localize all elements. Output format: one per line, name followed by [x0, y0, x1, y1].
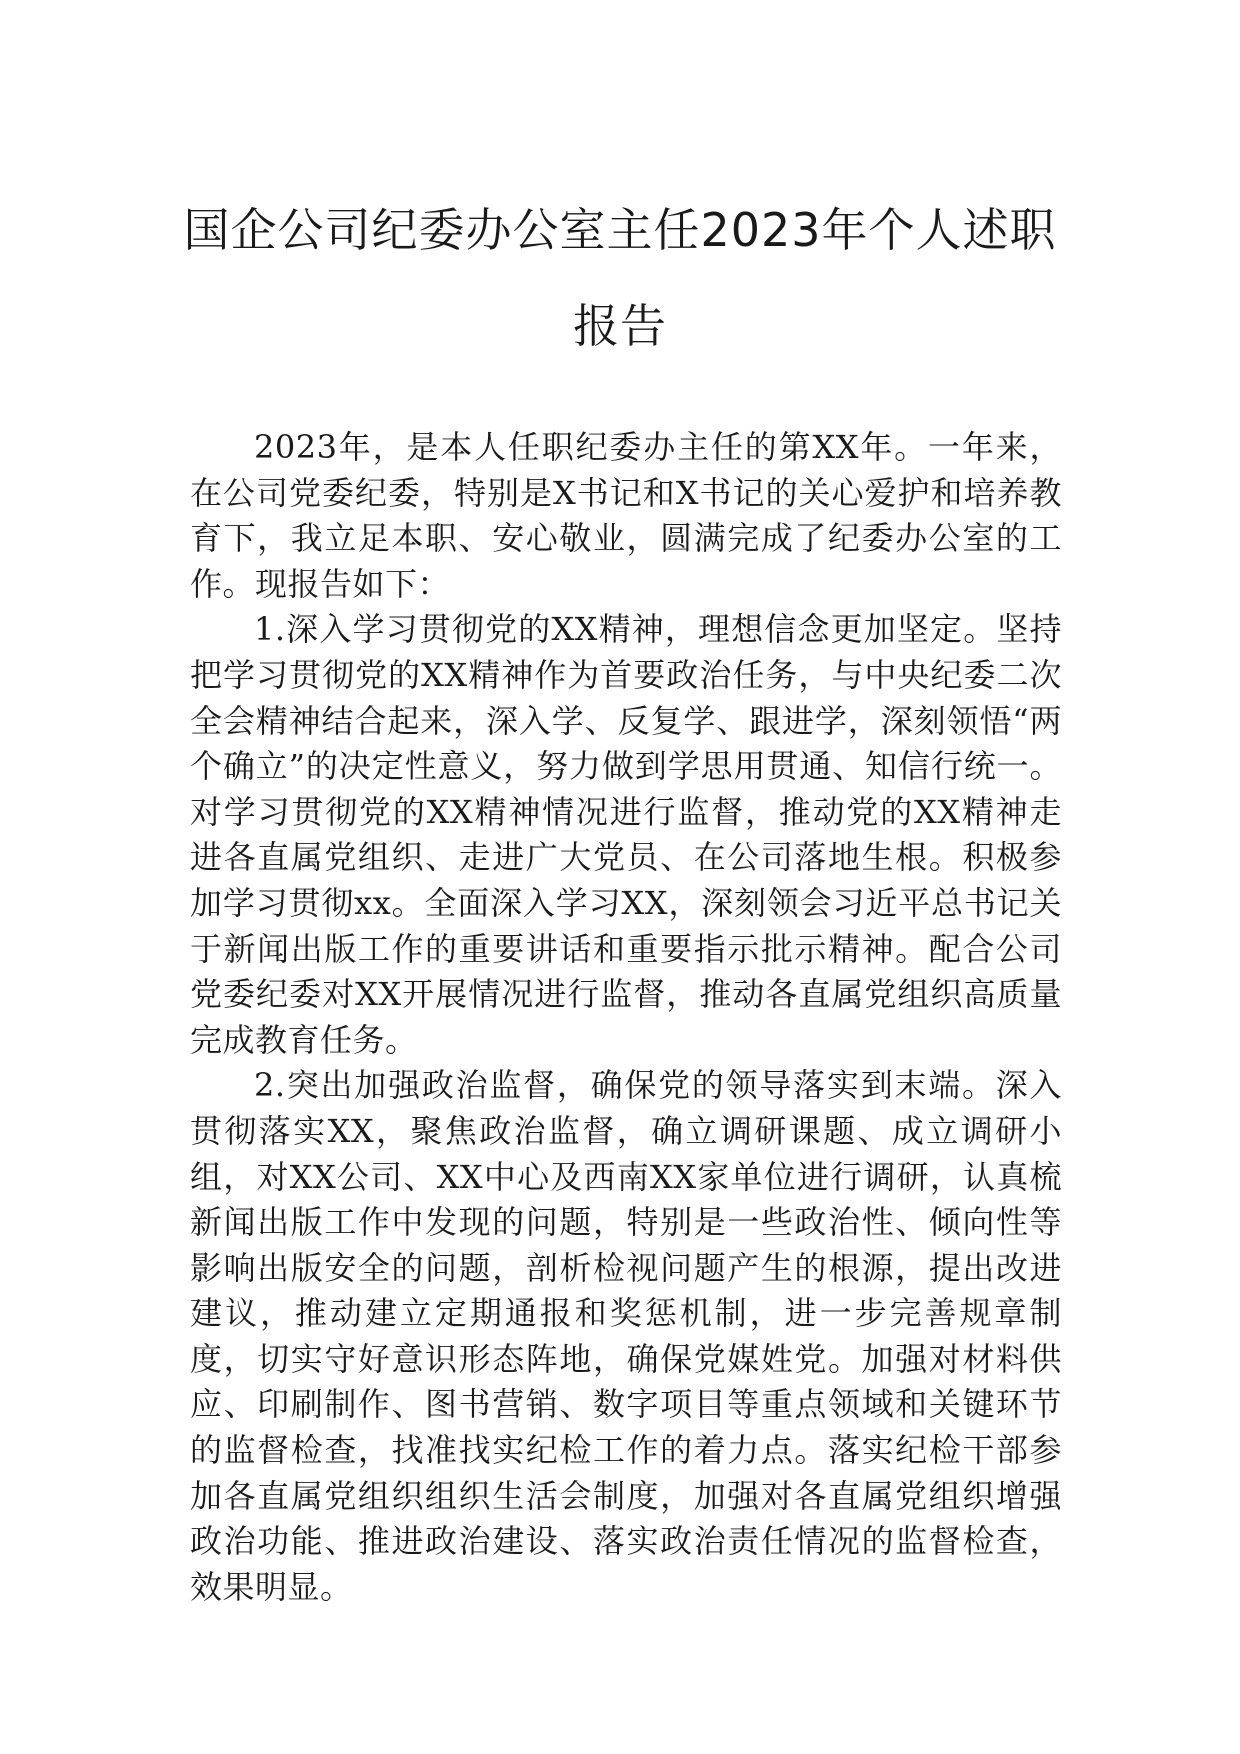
paragraph-intro: 2023年，是本人任职纪委办主任的第XX年。一年来，在公司党委纪委，特别是X书记和X书记的关心爱护和培养教育下，我立足本职、安心敬业，圆满完成了纪委办公室的工作。现报告如下： [190, 428, 1062, 603]
title-line-1: 国企公司纪委办公室主任2023年个人述职 [183, 203, 1057, 257]
title-line-2: 报告 [573, 299, 667, 353]
document-title [170, 182, 1070, 374]
paragraph-section-1: 1.深入学习贯彻党的XX精神，理想信念更加坚定。坚持把学习贯彻党的XX精神作为首要政治任务，与中央纪委二次全会精神结合起来，深入学、反复学、跟进学，深刻领悟“两个确立”的决定性意义，努力做到学思用贯通、知信行统一。对学习贯彻党的XX精神情况进行监督，推动党的XX精神走进各直属党组织、走进广大党员、在公司落地生根。积极参加学习贯彻xx。全面深入学习XX，深刻领会习近平总书记关于新闻出版工作的重要讲话和重要指示批示精神。配合公司党委纪委对XX开展情况进行监督，推动各直属党组织高质量完成教育任务。 [190, 610, 1062, 1059]
document-body [190, 425, 1062, 1610]
paragraph-section-2: 2.突出加强政治监督，确保党的领导落实到末端。深入贯彻落实XX，聚焦政治监督，确立调研课题、成立调研小组，对XX公司、XX中心及西南XX家单位进行调研，认真梳新闻出版工作中发现的问题，特别是一些政治性、倾向性等影响出版安全的问题，剖析检视问题产生的根源，提出改进建议，推动建立定期通报和奖惩机制，进一步完善规章制度，切实守好意识形态阵地，确保党媒姓党。加强对材料供应、印刷制作、图书营销、数字项目等重点领域和关键环节的监督检查，找准找实纪检工作的着力点。落实纪检干部参加各直属党组织组织生活会制度，加强对各直属党组织增强政治功能、推进政治建设、落实政治责任情况的监督检查，效果明显。 [190, 1066, 1062, 1606]
